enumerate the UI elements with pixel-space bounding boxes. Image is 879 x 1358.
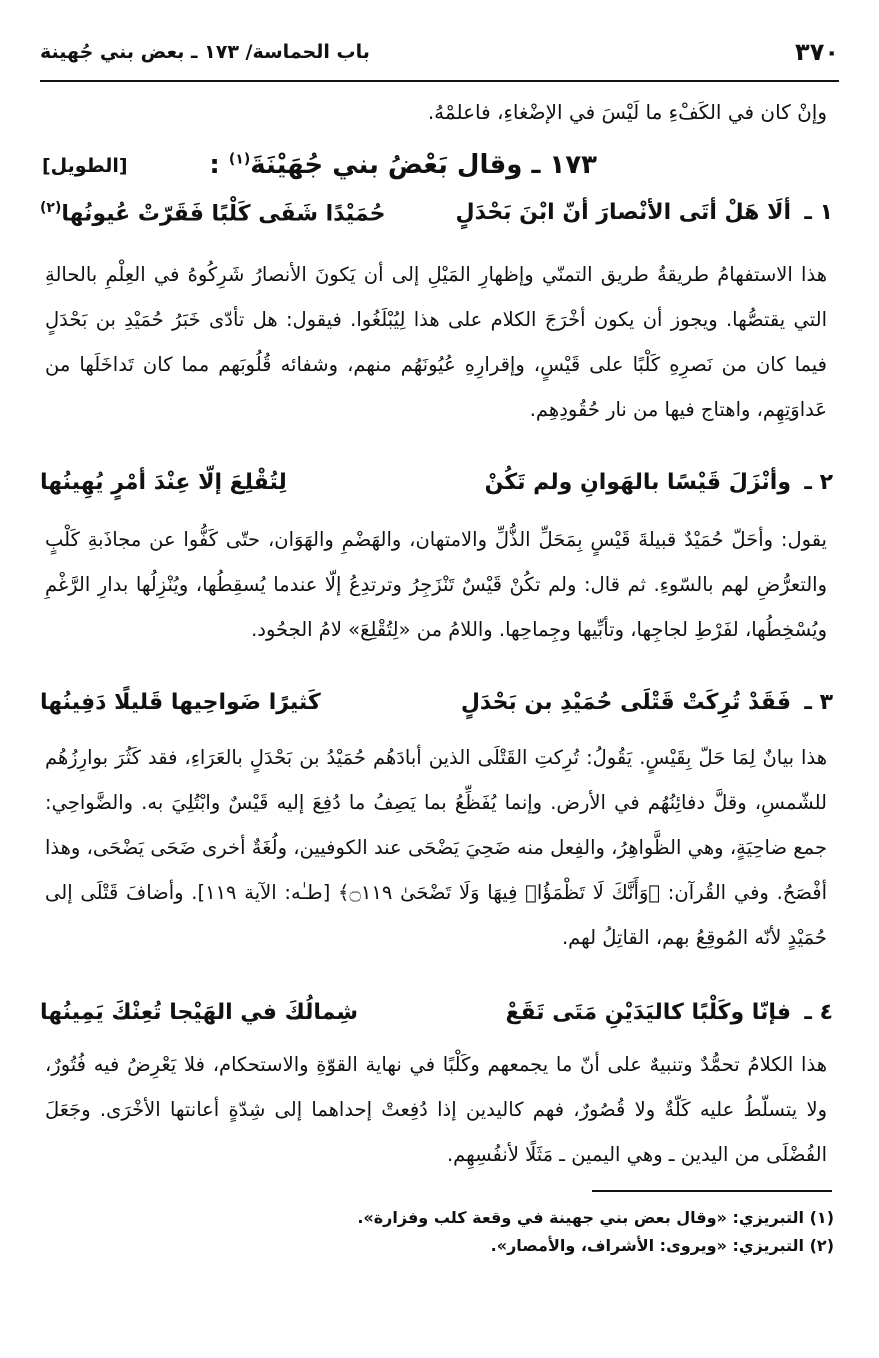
- page-number: ٣٧٠: [795, 38, 839, 66]
- commentary-1: هذا الاستفهامُ طريقةُ طريق التمنّي وإظهارِ المَيْلِ إلى أن يَكونَ الأنصارُ شَرِكُوهُ في العِلْمِ بالحالةِ التي يقتصُّها. ويجوز أن يكون أخْرَجَ الكلام على هذا لِيُبْلَغُوا. فيقول: هل تأدّى خَبَرُ حُمَيْدِ بن بَحْدَلٍ فيما كان من نَصرِهِ كَلْبًا على قَيْسٍ، وإقرارِهِ عُيُونَهُم منهم، وشفائه قُلُوبَهم مما كان تَداخَلَها من عَداوَتِهِم، واهتاج فيها من نار حُقُودِهِم.: [45, 263, 827, 421]
- verse-second-hemistich: شِمالُكَ في الهَيْجا تُعِنْكَ يَمِينُها: [40, 1000, 359, 1025]
- verse-second-hemistich: كَثيرًا ضَواحِيها قَليلًا دَفِينُها: [40, 690, 321, 715]
- meter-label: [الطويل]: [42, 155, 128, 177]
- intro-line: وإنْ كان في الكَفْءِ ما لَيْسَ في الإضْغاءِ، فاعلمْهُ.: [427, 100, 827, 124]
- verse-number: ١ ـ: [804, 200, 833, 225]
- verse-first-hemistich: وأنْزَلَ قَيْسًا بالهَوانِ ولم تَكُنْ: [484, 470, 791, 495]
- running-title: باب الحماسة/ ١٧٣ ـ بعض بني جُهينة: [40, 41, 370, 63]
- poem-title-colon: :: [209, 150, 220, 180]
- verse-4: [40, 1000, 833, 1040]
- verse-second-hemistich: [40, 200, 385, 226]
- running-header: [40, 30, 839, 74]
- poem-heading: [42, 150, 837, 194]
- verse-first-hemistich: ألَا هَلْ أتَى الأنْصارَ أنّ ابْنَ بَحْدَلٍ: [455, 200, 791, 225]
- commentary-2: يقول: وأحَلّ حُمَيْدٌ قبيلةَ قَيْسٍ بِمَحَلِّ الذُّلِّ والامتهان، والهَضْمِ والهَوَان، حتّى كَفُّوا عن مجاذَبةِ كَلْبٍ والتعرُّضِ لهم بالسّوءِ. ثم قال: ولم تكُنْ قَيْسٌ تَنْزَجِرُ وترتدِعُ إلّا عندما يُسقِطُها، ويُنْزِلُها بدارِ الرَّغْمِ ويُسْخِطُها، لفَرْطِ لجاجِها، وتأبِّيها وجِماحِها. واللامُ من «لِتُقْلِعَ» لامُ الجحُود.: [45, 528, 827, 641]
- footnote-2: (٢) التبريزي: «ويروى: الأشراف، والأمصار».: [490, 1236, 834, 1255]
- verse-number: ٣ ـ: [804, 690, 833, 715]
- verse-number: ٤ ـ: [804, 1000, 833, 1025]
- verse-2: [40, 470, 833, 510]
- verse-second-hemistich-text: حُمَيْدًا شَفَى كَلْبًا فَقَرّتْ عُيونُها: [61, 201, 386, 227]
- footnote-ref-1[interactable]: (١): [228, 151, 251, 168]
- footnote-ref-2[interactable]: (٢): [40, 200, 62, 216]
- verse-first-hemistich: فَقَدْ تُرِكَتْ قَتْلَى حُمَيْدِ بن بَحْدَلٍ: [460, 690, 791, 715]
- footnote-1: (١) التبريزي: «وقال بعض بني جهينة في وقعة كلب وفزارة».: [357, 1208, 834, 1227]
- commentary-4: هذا الكلامُ تحمُّدٌ وتنبيهٌ على أنّ ما يجمعهم وكَلْبًا في نهاية القوّةِ والاستحكام، فلا يَعْرِضُ فيه فُتُورٌ، ولا يتسلّطُ عليه كَلّةٌ ولا قُصُورٌ، فهم كاليدين إذا دُفِعتْ إحداهما إلى شِدّةٍ أعانتها الأخْرَى. وجَعَلَ الفُضْلَى من اليدين ـ وهي اليمين ـ مَثَلًا لأنفُسِهِم.: [45, 1053, 827, 1166]
- footnote-rule: [592, 1190, 832, 1192]
- poem-title-text: ١٧٣ ـ وقال بَعْضُ بني جُهَيْنَةَ: [250, 150, 597, 180]
- verse-number: ٢ ـ: [804, 470, 833, 495]
- header-rule: [40, 80, 839, 82]
- poem-title: [209, 150, 597, 180]
- commentary-3: هذا بيانٌ لِمَا حَلّ بِقَيْسٍ. يَقُولُ: تُرِكتِ القَتْلَى الذين أبادَهُم حُمَيْدُ بن بَحْدَلٍ بالعَرَاءِ، فقد كَثُرَ بوارِزُهُم للشّمسِ، وقلَّ دفائِنُهُم في الأرض. وإنما يُفَظِّعُ بما يَصِفُ ما دُفِعَ إليه قَيْسٌ وابْتُلِيَ به. والضَّواحِي: جمع ضاحِيَةٍ، وهي الظَّواهِرُ، والفِعل منه ضَحِيَ يَضْحَى عند الكوفيين، ولُغَةٌ أخرى ضَحَى يَضْحَى، وهذا أفْصَحُ. وفي القُرآن: ﴿وَأَنَّكَ لَا تَظْمَؤُا۟ فِيهَا وَلَا تَضْحَىٰ ۝١١٩﴾ [طـٰه: الآية ١١٩]. وأضافَ قَتْلَى إلى حُمَيْدٍ لأنّه المُوقِعُ بهم، القاتِلُ لهم.: [45, 746, 828, 949]
- verse-3: [40, 690, 833, 730]
- verse-second-hemistich: لِتُقْلِعَ إلّا عِنْدَ أمْرٍ يُهِينُها: [40, 470, 287, 495]
- verse-1: [40, 200, 833, 240]
- verse-first-hemistich: فإنّا وكَلْبًا كاليَدَيْنِ مَتَى تَقَعْ: [505, 1000, 791, 1025]
